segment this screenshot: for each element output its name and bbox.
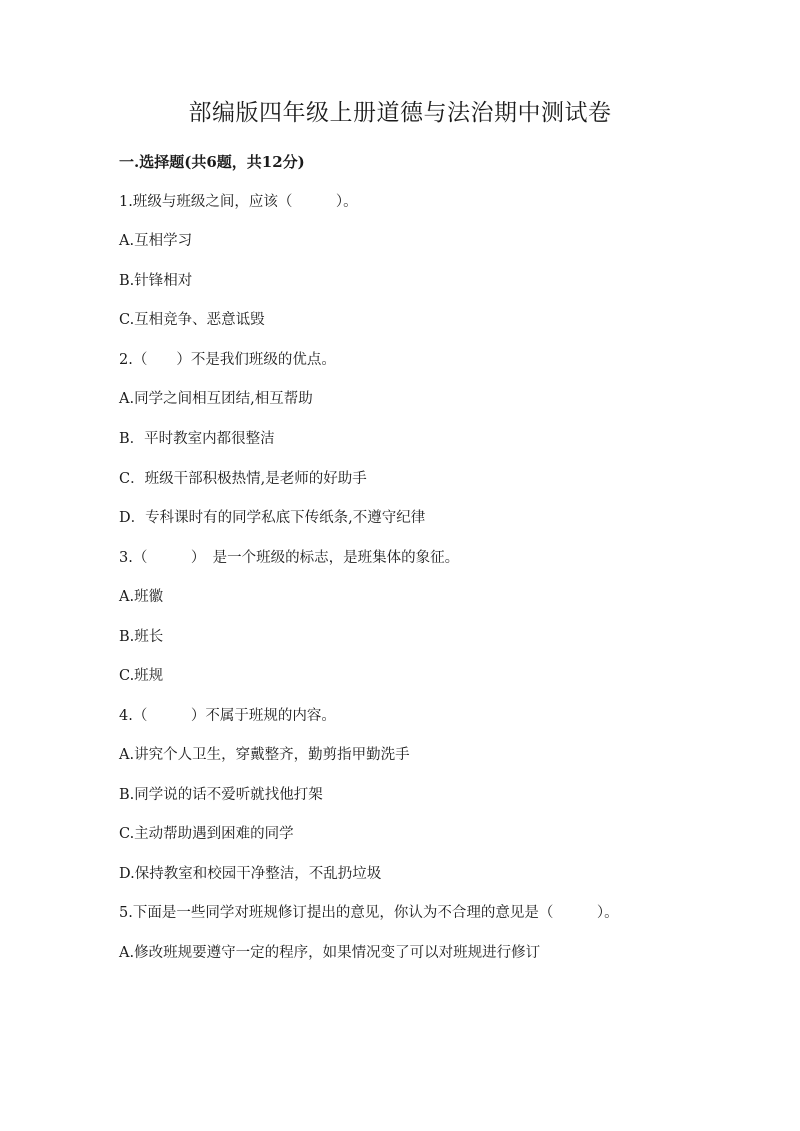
answer-option: B．平时教室内都很整洁	[119, 431, 275, 447]
answer-option: B.班长	[119, 629, 164, 645]
question-stem: 1.班级与班级之间，应该（ ）。	[119, 194, 358, 210]
exam-title: 部编版四年级上册道德与法治期中测试卷	[188, 100, 612, 126]
answer-option: D．专科课时有的同学私底下传纸条,不遵守纪律	[119, 510, 426, 526]
answer-option: C.互相竞争、恶意诋毁	[119, 312, 265, 328]
answer-option: B.同学说的话不爱听就找他打架	[119, 787, 323, 803]
answer-option: A.互相学习	[119, 233, 193, 249]
question-stem: 5.下面是一些同学对班规修订提出的意见，你认为不合理的意见是（ ）。	[119, 905, 619, 921]
answer-option: D.保持教室和校园干净整洁，不乱扔垃圾	[119, 866, 382, 882]
answer-option: C.班规	[119, 668, 164, 684]
answer-option: A.同学之间相互团结,相互帮助	[119, 391, 313, 407]
question-stem: 3.（ ） 是一个班级的标志，是班集体的象征。	[119, 550, 460, 566]
answer-option: A.修改班规要遵守一定的程序，如果情况变了可以对班规进行修订	[119, 945, 541, 961]
question-stem: 2.（ ）不是我们班级的优点。	[119, 352, 336, 368]
section-heading: 一.选择题(共6题，共12分)	[119, 153, 305, 171]
answer-option: B.针锋相对	[119, 273, 193, 289]
answer-option: A.讲究个人卫生，穿戴整齐，勤剪指甲勤洗手	[119, 747, 410, 763]
answer-option: C．班级干部积极热情,是老师的好助手	[119, 471, 367, 487]
answer-option: C.主动帮助遇到困难的同学	[119, 826, 294, 842]
answer-option: A.班徽	[119, 589, 164, 605]
question-stem: 4.（ ）不属于班规的内容。	[119, 708, 336, 724]
